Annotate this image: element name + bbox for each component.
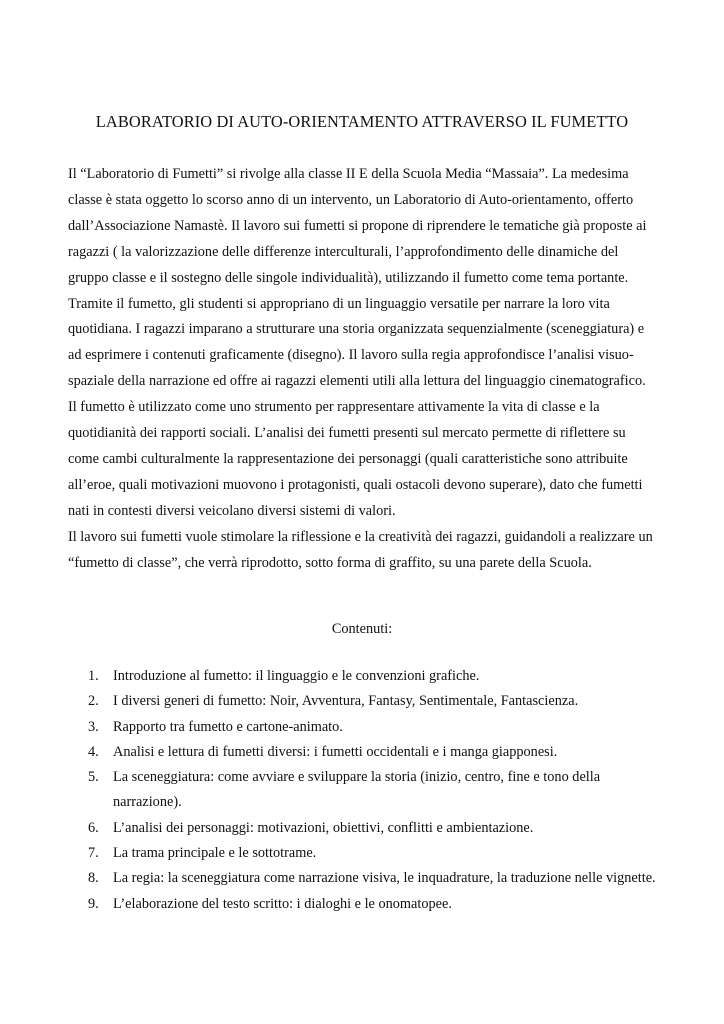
list-item xyxy=(68,664,658,689)
list-item xyxy=(68,740,658,765)
list-item-text: I diversi generi di fumetto: Noir, Avventura, Fantasy, Sentimentale, Fantascienza. xyxy=(113,693,579,710)
document-title: LABORATORIO DI AUTO-ORIENTAMENTO ATTRAVERSO IL FUMETTO xyxy=(95,112,629,131)
contents-heading: Contenuti: xyxy=(331,621,393,637)
contents-list xyxy=(68,664,658,917)
paragraph: Tramite il fumetto, gli studenti si appropriano di un linguaggio versatile per narrare la loro vita quotidiana. I ragazzi imparano a strutturare una storia organizzata sequenzialmente (sceneggiatura) e ad esprimere i contenuti graficamente (disegno). Il lavoro sulla regia approfondisce l’analisi visuo-spaziale della narrazione ed offre ai ragazzi elementi utili alla lettura del linguaggio cinematografico. xyxy=(68,295,646,390)
list-item-text: Introduzione al fumetto: il linguaggio e le convenzioni grafiche. xyxy=(113,668,480,684)
list-item xyxy=(68,816,658,841)
list-item xyxy=(68,765,658,816)
list-item-text: La regia: la sceneggiatura come narrazione visiva, le inquadrature, la traduzione nelle vignette. xyxy=(113,870,656,887)
list-item-text: L’analisi dei personaggi: motivazioni, obiettivi, conflitti e ambientazione. xyxy=(113,819,534,836)
list-item-text: L’elaborazione del testo scritto: i dialoghi e le onomatopee. xyxy=(113,895,452,912)
list-item-number: 1. xyxy=(88,668,99,684)
list-item xyxy=(68,892,658,917)
list-item-text: Analisi e lettura di fumetti diversi: i fumetti occidentali e i manga giapponesi. xyxy=(113,743,558,760)
list-item xyxy=(68,866,658,891)
list-item-text: Rapporto tra fumetto e cartone-animato. xyxy=(113,718,343,735)
list-item-text: La trama principale e le sottotrame. xyxy=(113,845,317,862)
document-body xyxy=(68,162,658,577)
list-item-number: 3. xyxy=(88,718,99,735)
list-item-number: 8. xyxy=(88,870,99,887)
list-item-number: 5. xyxy=(88,769,99,786)
paragraph: Il “Laboratorio di Fumetti” si rivolge alla classe II E della Scuola Media “Massaia”. La medesima classe è stata oggetto lo scorso anno di un intervento, un Laboratorio di Auto-orientamento, offerto dall’Associazione Namastè. Il lavoro sui fumetti si propone di riprendere le tematiche già proposte ai ragazzi ( la valorizzazione delle differenze interculturali, l’approfondimento delle dinamiche del gruppo classe e il sostegno delle singole individualità), utilizzando il fumetto come tema portante. xyxy=(68,166,647,286)
list-item-number: 9. xyxy=(88,895,99,912)
list-item xyxy=(68,715,658,740)
list-item-number: 6. xyxy=(88,819,99,836)
list-item xyxy=(68,689,658,714)
paragraph: Il lavoro sui fumetti vuole stimolare la riflessione e la creatività dei ragazzi, guidandoli a realizzare un “fumetto di classe”, che verrà riprodotto, sotto forma di graffito, su una parete della Scuola. xyxy=(68,528,653,571)
paragraph: Il fumetto è utilizzato come uno strumento per rappresentare attivamente la vita di classe e la quotidianità dei rapporti sociali. L’analisi dei fumetti presenti sul mercato permette di riflettere su come cambi culturalmente la rappresentazione dei personaggi (quali caratteristiche sono attribuite all’eroe, quali motivazioni muovono i protagonisti, quali ostacoli devono superare), dato che fumetti nati in contesti diversi veicolano diversi sistemi di valori. xyxy=(68,399,643,519)
list-item xyxy=(68,841,658,866)
list-item-number: 7. xyxy=(88,845,99,862)
list-item-number: 4. xyxy=(88,743,99,760)
list-item-text: La sceneggiatura: come avviare e sviluppare la storia (inizio, centro, fine e tono della narrazione). xyxy=(113,769,601,811)
list-item-number: 2. xyxy=(88,693,99,710)
